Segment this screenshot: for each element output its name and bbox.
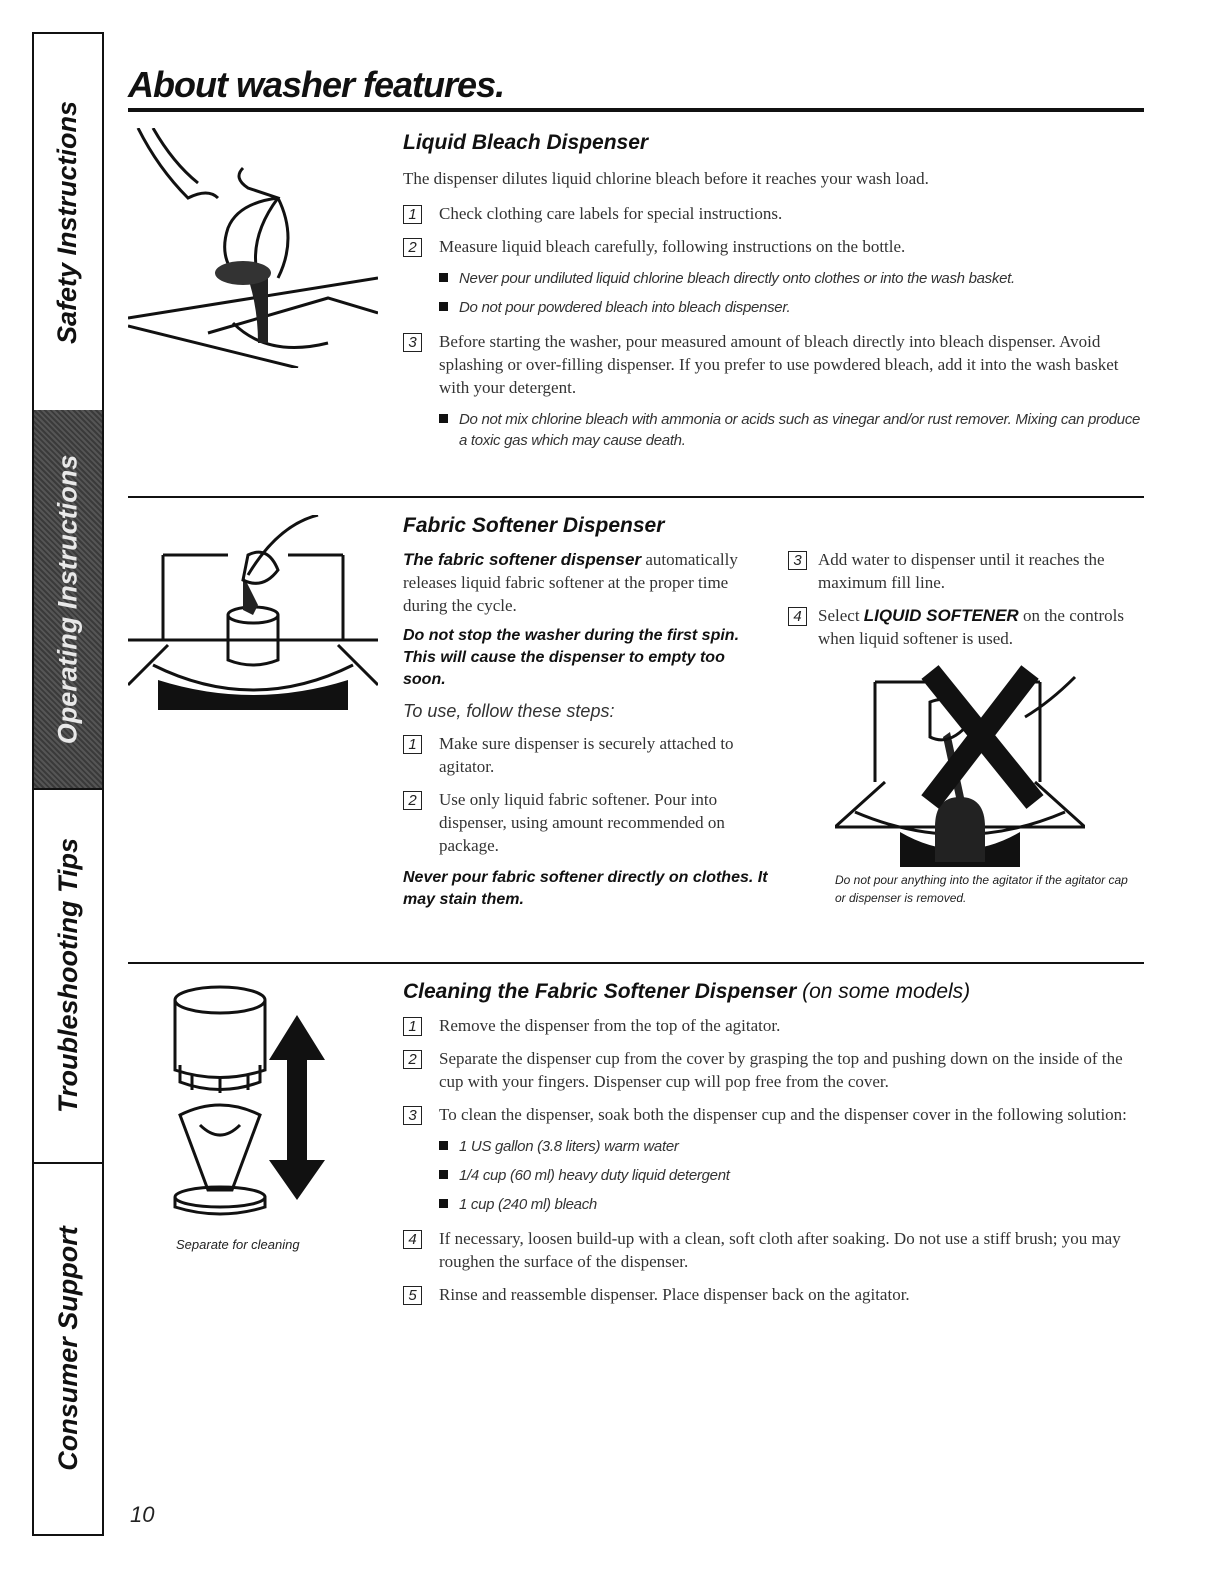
dispenser-cup-and-cover-illustration	[170, 985, 350, 1235]
step-text-before: Select	[818, 606, 864, 625]
softener-intro-bold: The fabric softener dispenser	[403, 550, 642, 569]
step-number-box: 3	[788, 551, 807, 570]
step-text-after: on the controls when liquid softener is used.	[818, 606, 1124, 648]
softener-step-1	[403, 732, 773, 778]
softener-left-column	[403, 548, 773, 911]
cleaning-step-3	[403, 1103, 1143, 1126]
cleaning-step-1	[403, 1014, 1143, 1037]
softener-step-3	[788, 548, 1144, 594]
bleach-pouring-illustration	[128, 128, 378, 368]
step-number-box: 2	[403, 1050, 422, 1069]
tab-label: Consumer Support	[52, 1225, 83, 1471]
bleach-bullet-2: Do not pour powdered bleach into bleach dispenser.	[435, 297, 1143, 318]
step-text: To clean the dispenser, soak both the dispenser cup and the dispenser cover in the following solution:	[439, 1105, 1127, 1124]
cleaning-step-5	[403, 1283, 1143, 1306]
step-text: Rinse and reassemble dispenser. Place dispenser back on the agitator.	[439, 1285, 910, 1304]
step-number-box: 2	[403, 238, 422, 257]
softener-intro-rest: automatically releases liquid fabric softener at the proper time during the cycle.	[403, 550, 738, 615]
do-not-pour-caption: Do not pour anything into the agitator if the agitator cap or dispenser is removed.	[835, 873, 1128, 905]
page-number: 10	[130, 1502, 155, 1527]
bleach-content	[403, 167, 1143, 459]
cleaning-bullet-2: 1/4 cup (60 ml) heavy duty liquid detergent	[435, 1165, 1143, 1186]
step-number-box: 1	[403, 205, 422, 224]
section-divider	[128, 496, 1144, 498]
separate-for-cleaning-caption: Separate for cleaning	[176, 1237, 300, 1252]
cleaning-bullet-1: 1 US gallon (3.8 liters) warm water	[435, 1136, 1143, 1157]
step-number-box: 2	[403, 791, 422, 810]
softener-steps-intro: To use, follow these steps:	[403, 701, 615, 721]
sidebar-tabs	[32, 32, 104, 1536]
cleaning-heading	[403, 980, 970, 1004]
step-number-box: 4	[403, 1230, 422, 1249]
tab-operating-instructions[interactable]	[34, 410, 102, 790]
softener-pouring-illustration	[128, 515, 378, 710]
cleaning-bullet-3: 1 cup (240 ml) bleach	[435, 1194, 1143, 1215]
softener-warning-1: Do not stop the washer during the first spin. This will cause the dispenser to empty too soon.	[403, 627, 740, 688]
step-number-box: 3	[403, 1106, 422, 1125]
bleach-heading: Liquid Bleach Dispenser	[403, 131, 649, 154]
tab-troubleshooting-tips[interactable]	[34, 788, 102, 1164]
step-text: Remove the dispenser from the top of the agitator.	[439, 1016, 781, 1035]
step-text: Add water to dispenser until it reaches the maximum fill line.	[818, 550, 1105, 592]
bleach-step-2	[403, 235, 1143, 258]
step-text: Separate the dispenser cup from the cover by grasping the top and pushing down on the inside of the cup with your fingers. Dispenser cup will pop free from the cover.	[439, 1049, 1123, 1091]
tab-consumer-support[interactable]	[34, 1162, 102, 1534]
softener-step-2	[403, 788, 773, 857]
bleach-step-1	[403, 202, 1143, 225]
title-rule	[128, 108, 1144, 112]
page-title: About washer features.	[128, 64, 505, 105]
liquid-softener-control-label: LIQUID SOFTENER	[863, 606, 1019, 625]
softener-warning-2: Never pour fabric softener directly on clothes. It may stain them.	[403, 869, 768, 908]
step-text: Use only liquid fabric softener. Pour into dispenser, using amount recommended on package.	[439, 790, 725, 855]
step-number-box: 1	[403, 735, 422, 754]
step-text: If necessary, loosen build-up with a clean, soft cloth after soaking. Do not use a stiff brush; you may roughen the surface of the dispenser.	[439, 1229, 1121, 1271]
section-divider	[128, 962, 1144, 964]
cleaning-heading-main: Cleaning the Fabric Softener Dispenser	[403, 980, 797, 1003]
step-number-box: 1	[403, 1017, 422, 1036]
bleach-bullet-3: Do not mix chlorine bleach with ammonia or acids such as vinegar and/or rust remover. Mixing can produce a toxic gas which may cause death.	[435, 409, 1143, 451]
step-number-box: 5	[403, 1286, 422, 1305]
softener-right-column	[788, 548, 1144, 660]
tab-label: Safety Instructions	[52, 100, 83, 344]
step-text: Make sure dispenser is securely attached to agitator.	[439, 734, 734, 776]
cleaning-heading-sub: (on some models)	[796, 980, 971, 1003]
step-text: Measure liquid bleach carefully, following instructions on the bottle.	[439, 237, 906, 256]
cleaning-step-2	[403, 1047, 1143, 1093]
bleach-intro: The dispenser dilutes liquid chlorine bleach before it reaches your wash load.	[403, 169, 929, 188]
step-number-box: 4	[788, 607, 807, 626]
cleaning-content	[403, 1014, 1143, 1316]
softener-step-4	[788, 604, 1144, 650]
step-text: Before starting the washer, pour measured amount of bleach directly into bleach dispenser. Avoid splashing or over-filling dispenser. If you prefer to use powdered bleach, add it into the wash basket with your detergent.	[439, 332, 1119, 397]
tab-safety-instructions[interactable]	[34, 34, 102, 412]
softener-heading: Fabric Softener Dispenser	[403, 514, 665, 537]
do-not-pour-illustration	[835, 662, 1085, 867]
bleach-bullet-1: Never pour undiluted liquid chlorine bleach directly onto clothes or into the wash basket.	[435, 268, 1143, 289]
bleach-step-3	[403, 330, 1143, 399]
tab-label: Troubleshooting Tips	[52, 837, 83, 1113]
softener-intro	[403, 548, 773, 617]
step-text: Check clothing care labels for special instructions.	[439, 204, 783, 223]
step-number-box: 3	[403, 333, 422, 352]
cleaning-step-4	[403, 1227, 1143, 1273]
tab-label: Operating Instructions	[52, 454, 83, 744]
